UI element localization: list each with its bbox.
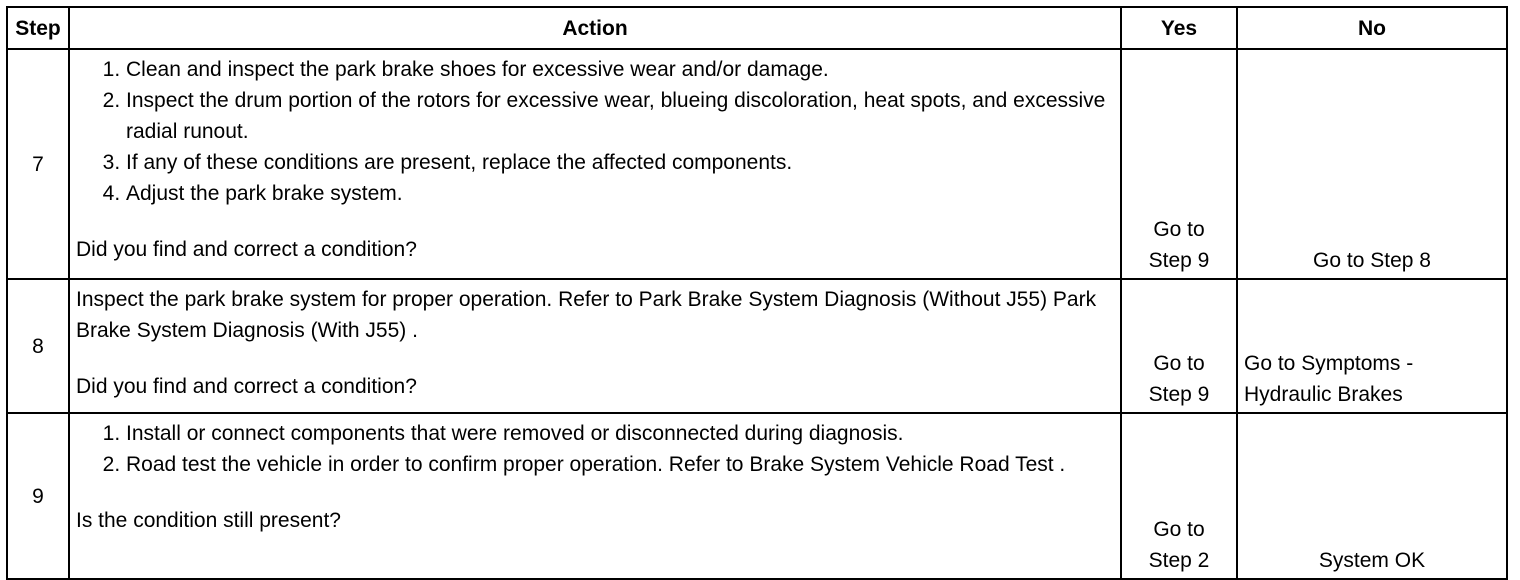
header-row: [7, 7, 1507, 49]
action-step-item: 2. Road test the vehicle in order to confirm proper operation. Refer to Brake System Vehicle Road Test .: [126, 449, 1112, 480]
action-step-item: 2. Inspect the drum portion of the rotors for excessive wear, blueing discoloration, heat spots, and excessive radial runout.: [126, 85, 1112, 147]
action-steps: [76, 418, 1112, 480]
yes-cell: [1121, 413, 1237, 579]
action-cell: [69, 279, 1121, 413]
no-cell: [1237, 279, 1507, 413]
action-paragraph: Inspect the park brake system for proper operation. Refer to Park Brake System Diagnosis (Without J55) Park Brake System Diagnosis (With J55) .: [76, 288, 1097, 342]
action-step-item: 4. Adjust the park brake system.: [126, 178, 1112, 209]
action-question: Is the condition still present?: [76, 509, 341, 532]
yes-cell: [1121, 279, 1237, 413]
header-step: Step: [7, 7, 69, 49]
action-step-item: 1. Clean and inspect the park brake shoes for excessive wear and/or damage.: [126, 54, 1112, 85]
action-cell: [69, 49, 1121, 279]
action-cell: [69, 413, 1121, 579]
yes-cell: [1121, 49, 1237, 279]
header-no: No: [1237, 7, 1507, 49]
yes-step-link[interactable]: Step 9: [1148, 249, 1210, 272]
table-row: [7, 413, 1507, 579]
yes-goto-text: Go to: [1153, 518, 1205, 541]
no-symptoms-link-line1[interactable]: Go to Symptoms -: [1244, 352, 1414, 375]
diagnostic-table: [6, 6, 1508, 580]
no-symptoms-link-line2[interactable]: Hydraulic Brakes: [1244, 383, 1403, 406]
action-steps: [76, 54, 1112, 209]
yes-step-link[interactable]: Step 2: [1148, 549, 1210, 572]
no-cell: [1237, 49, 1507, 279]
yes-step-link[interactable]: Step 9: [1148, 383, 1210, 406]
step-number: 8: [7, 279, 69, 413]
yes-goto-text: Go to: [1153, 352, 1205, 375]
table-row: [7, 49, 1507, 279]
header-action: Action: [69, 7, 1121, 49]
table-row: [7, 279, 1507, 413]
yes-goto-text: Go to: [1153, 218, 1205, 241]
no-result-text: System OK: [1318, 549, 1426, 572]
action-question: Did you find and correct a condition?: [76, 238, 417, 261]
no-step-link[interactable]: Go to Step 8: [1313, 249, 1431, 272]
step-number: 7: [7, 49, 69, 279]
header-yes: Yes: [1121, 7, 1237, 49]
step-number: 9: [7, 413, 69, 579]
action-step-item: 3. If any of these conditions are present, replace the affected components.: [126, 147, 1112, 178]
action-question: Did you find and correct a condition?: [76, 375, 417, 398]
action-step-item: 1. Install or connect components that were removed or disconnected during diagnosis.: [126, 418, 1112, 449]
no-cell: [1237, 413, 1507, 579]
